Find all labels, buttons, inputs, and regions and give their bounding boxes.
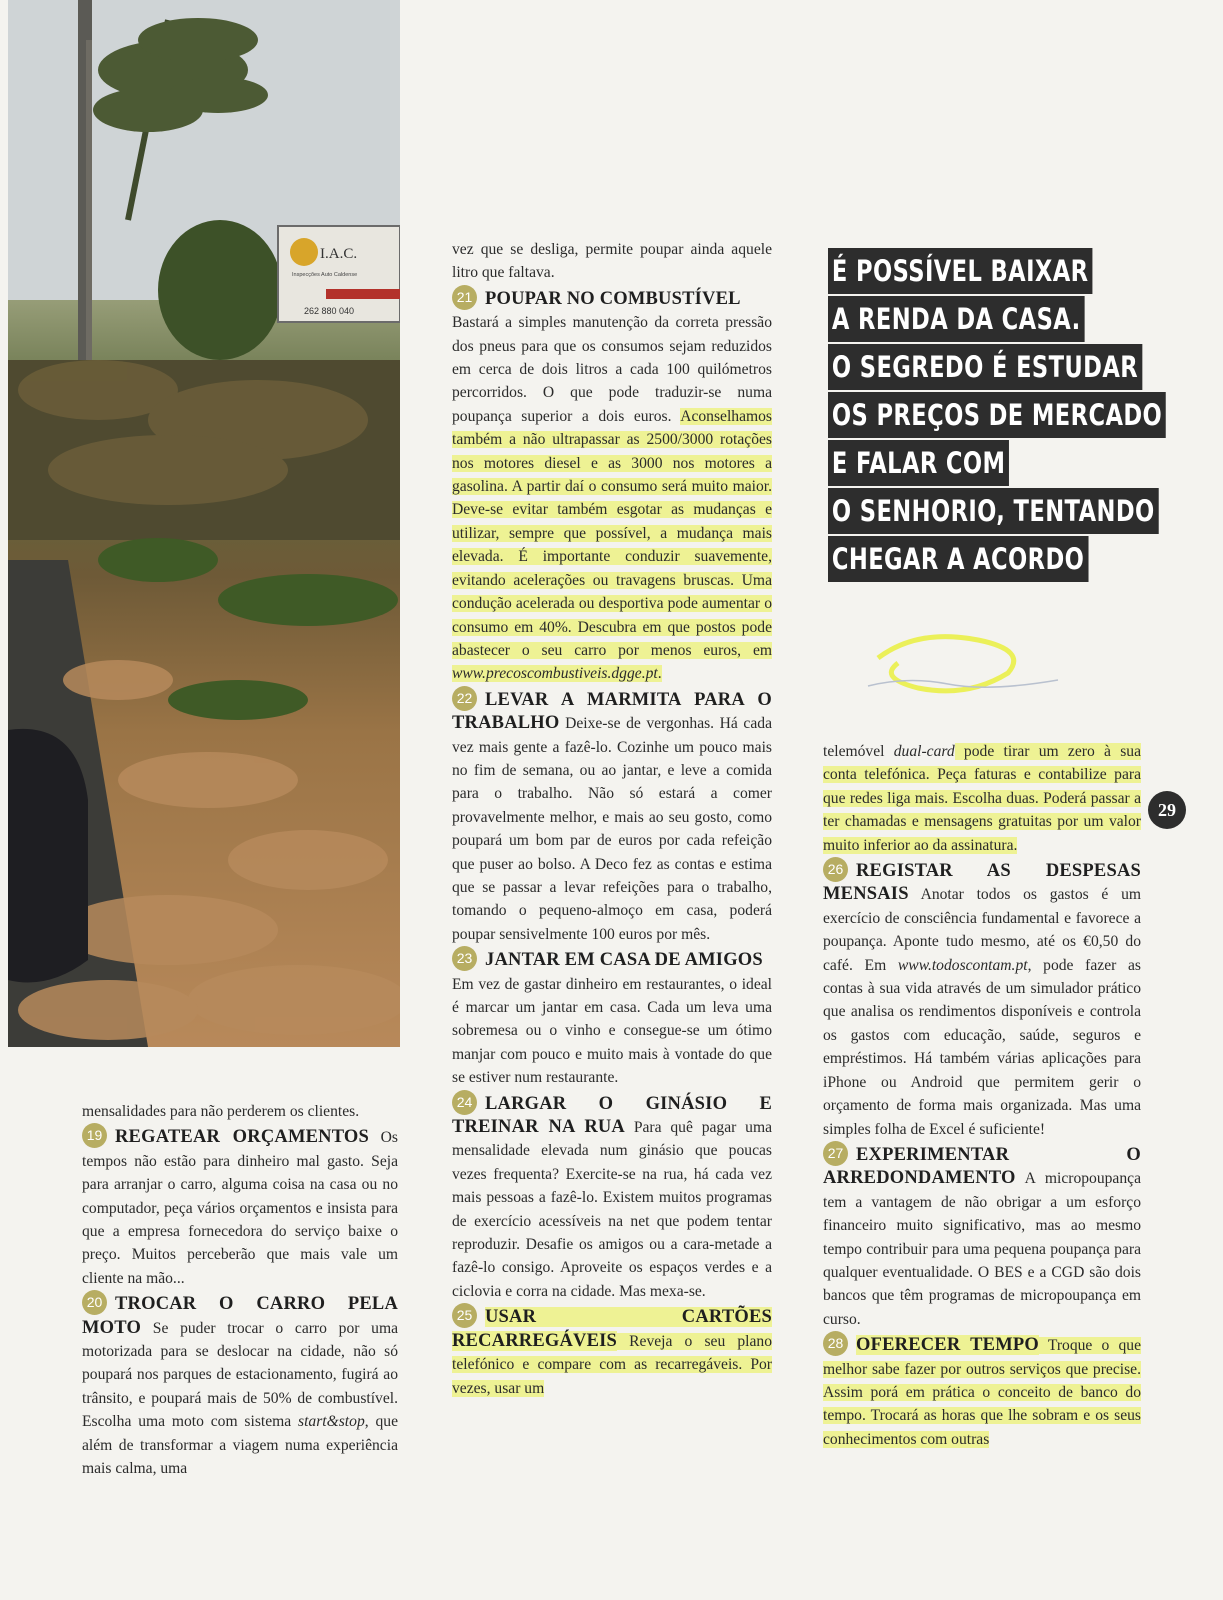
tip-title: USAR CARTÕES RECARREGÁVEIS — [452, 1307, 772, 1351]
tip-text: Em vez de gastar dinheiro em restaurantes, o ideal é marcar um jantar em casa. Cada um leva uma sobremesa ou o vinho e consegue-se um ótimo manjar com pouco e muito mais à vontade do que se estiver num restaurante. — [452, 975, 772, 1087]
column-2 — [452, 238, 772, 1400]
tip-title: OFERECER TEMPO — [856, 1335, 1039, 1356]
tip-title: REGISTAR AS DESPESAS MENSAIS — [823, 861, 1141, 905]
page-number: 29 — [1148, 791, 1186, 829]
pull-quote-line: CHEGAR A ACORDO — [828, 536, 1088, 582]
sign-subtitle: Inspecções Auto Caldense — [292, 272, 358, 278]
tip-text: Para quê pagar uma mensalidade elevada num ginásio que poucas vezes frequenta? Exercite-se na rua, há cada vez mais pessoas a fazê-lo. Existem muitos programas de exercício acessíveis na net que podem tentar reproduzir. Desafie os amigos ou a cara-metade a fazê-lo consigo. Aproveite os espaços verdes e a ciclovia e corra na cidade. Mas mexa-se. — [452, 1119, 772, 1300]
tip-23 — [452, 946, 772, 1089]
tip-20 — [82, 1290, 398, 1480]
tip-text-end: . — [657, 665, 662, 683]
col2-intro: vez que se desliga, permite poupar ainda aquele litro que faltava. — [452, 241, 772, 282]
col3-intro-b: pode tirar um zero à sua conta telefónica. Peça faturas e contabilize para que redes liga mais. Escolha duas. Poderá passar a ter chamadas e mensagens gratuitas por um valor muito inferior ao da assinatura. — [823, 743, 1141, 854]
tip-22 — [452, 686, 772, 946]
tip-number-badge: 28 — [823, 1331, 848, 1356]
tip-text: A micropoupança tem a vantagem de não obrigar a um esforço financeiro muito significativo, mas ao mesmo tempo contribuir para uma pequena poupança para qualquer eventualidade. O BES e a CGD são dois bancos que têm programas de micropoupança em curso. — [823, 1170, 1141, 1328]
pull-quote-line: O SENHORIO, TENTANDO — [828, 488, 1159, 534]
tip-21 — [452, 285, 772, 686]
tip-text: Reveja o seu plano telefónico e compare com as recarregáveis. Por vezes, usar um — [452, 1332, 772, 1397]
col3-intro-italic: dual-card — [893, 743, 955, 760]
website-link: www.todoscontam.pt — [897, 956, 1028, 974]
tip-27 — [823, 1141, 1141, 1331]
tip-26 — [823, 857, 1141, 1141]
pull-quote-line: E FALAR COM — [828, 440, 1009, 486]
tip-title: POUPAR NO COMBUSTÍVEL — [485, 288, 741, 309]
highlighter-scribble — [858, 628, 1076, 718]
sign-phone: 262 880 040 — [304, 306, 355, 316]
tip-text: Os tempos não estão para dinheiro mal gasto. Seja para arranjar o carro, alguma coisa na casa ou no computador, peça vários orçamentos e insista para que a empresa fornecedora do serviço baixe o preço. Muitos perceberão que mais vale um cliente na mão... — [82, 1129, 399, 1287]
column-3 — [823, 740, 1141, 1451]
tip-number-badge: 24 — [452, 1090, 477, 1115]
tip-title: LEVAR A MARMITA PARA O TRABALHO — [452, 689, 772, 734]
tip-text: Troque o que melhor sabe fazer por outros serviços que precise. Assim porá em prática o conceito de banco do tempo. Trocará as horas que lhe sobram e os seus conhecimentos com outras — [823, 1337, 1141, 1448]
tip-text: Bastará a simples manutenção da correta pressão dos pneus para que os consumos sejam reduzidos em cerca de dois litros a cada 100 quilómetros percorridos. O que pode traduzir-se numa poupança superior a dois euros. — [452, 314, 772, 425]
tip-number-badge: 25 — [452, 1303, 477, 1328]
tip-number-badge: 23 — [452, 946, 477, 971]
pull-quote-line: É POSSÍVEL BAIXAR — [828, 248, 1092, 294]
tip-title: EXPERIMENTAR O ARREDONDAMENTO — [823, 1144, 1141, 1189]
tip-number-badge: 21 — [452, 285, 477, 310]
highlighted-text: Aconselhamos também a não ultrapassar as 2500/3000 rotações nos motores diesel e as 3000 nos motores a gasolina. A partir daí o consumo será muito maior. Deve-se evitar também esgotar as mudanças e utilizar, sempre que possível, a mudança mais elevada. É importante conduzir suavemente, evitando acelerações ou travagens bruscas. Uma condução acelerada ou desportiva pode aumentar o consumo em 40%. Descubra em que postos pode abastecer o seu carro por menos euros, em — [452, 407, 772, 659]
tip-number-badge: 22 — [452, 686, 477, 711]
tip-number-badge: 19 — [82, 1123, 107, 1148]
tip-number-badge: 26 — [823, 857, 848, 882]
sign-name: I.A.C. — [320, 246, 358, 262]
pull-quote — [828, 248, 1163, 584]
tip-title: TROCAR O CARRO PELA MOTO — [82, 1294, 398, 1338]
col1-intro: mensalidades para não perderem os clientes. — [82, 1103, 360, 1120]
pull-quote-line: A RENDA DA CASA. — [828, 296, 1084, 342]
roadside-photo — [8, 0, 400, 1047]
tip-number-badge: 27 — [823, 1141, 848, 1166]
tip-text-italic: start&stop — [298, 1413, 365, 1431]
tip-25 — [452, 1303, 772, 1400]
tip-text-cont: , que além de transformar a viagem numa experiência mais calma, uma — [82, 1413, 398, 1478]
tip-number-badge: 20 — [82, 1290, 107, 1315]
tip-24 — [452, 1090, 772, 1304]
tip-text: Deixe-se de vergonhas. Há cada vez mais gente a fazê-lo. Cozinhe um pouco mais no fim de semana, ou ao jantar, e leve a comida para o trabalho. Não só estará a comer provavelmente melhor, e mais ao seu gosto, como poupará um bom par de euros por cada refeição que puser ao bolso. A Deco fez as contas e estima que se passar a levar refeições para o trabalho, tomando o pequeno-almoço em casa, poderá poupar sensivelmente 100 euros por mês. — [452, 715, 772, 943]
website-link: www.precoscombustiveis.dgge.pt — [452, 665, 658, 683]
tip-19 — [82, 1123, 398, 1290]
pull-quote-line: OS PREÇOS DE MERCADO — [828, 392, 1166, 438]
tip-title: REGATEAR ORÇAMENTOS — [115, 1127, 369, 1148]
pull-quote-line: O SEGREDO É ESTUDAR — [828, 344, 1142, 390]
tip-text: Anotar todos os gastos é um exercício de consciência fundamental e favorece a poupança. Aponte tudo mesmo, até os €0,50 do café. Em — [823, 886, 1141, 974]
tip-text: Se puder trocar o carro por uma motorizada para se deslocar na cidade, não só poupará nos parques de estacionamento, fugirá ao trânsito, e poupará mais de 50% de combustível. Escolha uma moto com sistema — [82, 1319, 398, 1431]
column-1 — [82, 1100, 398, 1481]
tip-title: LARGAR O GINÁSIO E TREINAR NA RUA — [452, 1093, 772, 1138]
col3-intro — [823, 740, 1141, 857]
tip-title: JANTAR EM CASA DE AMIGOS — [485, 950, 763, 971]
col3-intro-a: telemóvel — [823, 743, 894, 760]
tip-text-cont: , pode fazer as contas à sua vida através de um simulador prático que analisa os rendimentos disponíveis e controla os gastos com educação, saúde, seguros e empréstimos. Há também várias aplicações para iPhone ou Android que permitem gerir o orçamento de forma mais organizada. Mas uma simples folha de Excel é suficiente! — [823, 956, 1142, 1138]
tip-28 — [823, 1331, 1141, 1451]
